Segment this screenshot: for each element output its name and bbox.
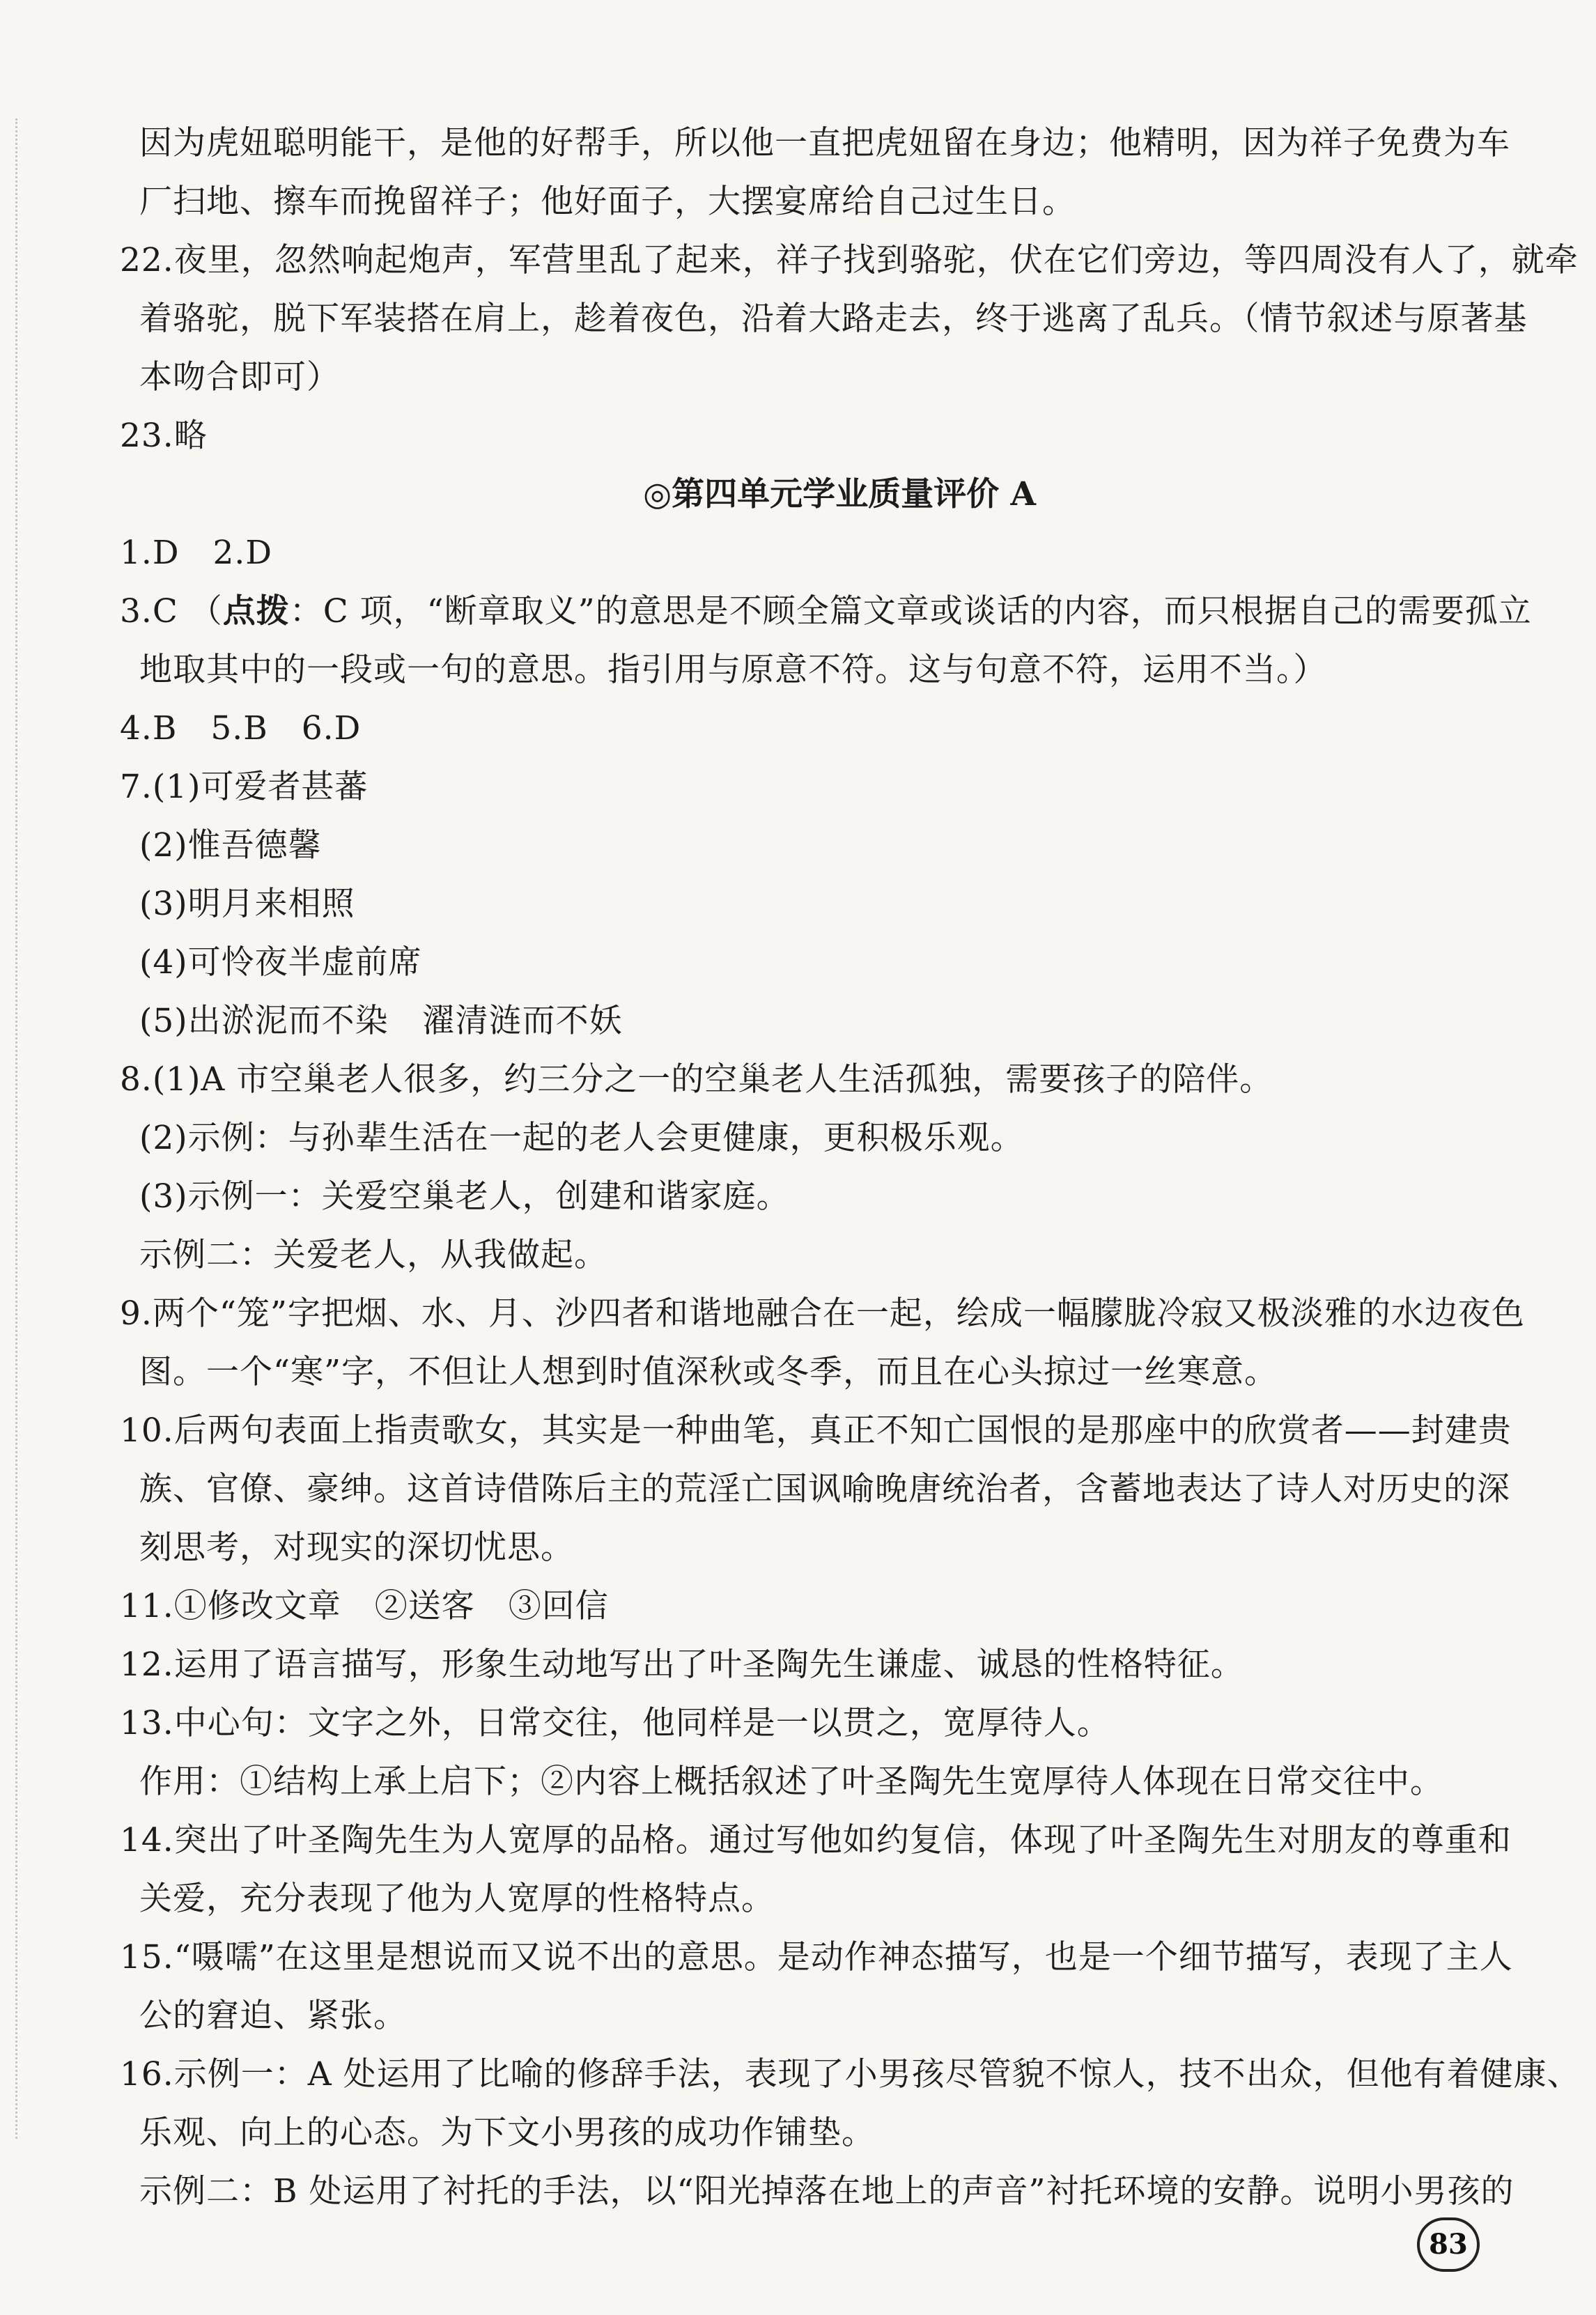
text-line: 刻思考，对现实的深切忧思。 <box>139 1528 574 1567</box>
answer-4-6: 4.B 5.B 6.D <box>120 709 362 748</box>
tip-label: 点拨 <box>222 592 290 630</box>
answer-3-text: ：C 项，“断章取义”的意思是不顾全篇文章或谈话的内容，而只根据自己的需要孤立 <box>289 592 1532 630</box>
answer-14: 14.突出了叶圣陶先生为人宽厚的品格。通过写他如约复信，体现了叶圣陶先生对朋友的尊重和 <box>120 1821 1512 1859</box>
answer-7-2: (2)惟吾德馨 <box>139 826 322 865</box>
answer-22: 22.夜里，忽然响起炮声，军营里乱了起来，祥子找到骆驼，伏在它们旁边，等四周没有人了，就牵 <box>120 241 1579 279</box>
answer-10: 10.后两句表面上指责歌女，其实是一种曲笔，真正不知亡国恨的是那座中的欣赏者——封建贵 <box>120 1411 1512 1450</box>
text-line: 着骆驼，脱下军装搭在肩上，趁着夜色，沿着大路走去，终于逃离了乱兵。（情节叙述与原著基 <box>139 300 1528 338</box>
answer-23: 23.略 <box>120 417 208 455</box>
answer-3-prefix: 3.C （ <box>120 592 223 630</box>
text-line: 厂扫地、擦车而挽留祥子；他好面子，大摆宴席给自己过生日。 <box>139 183 1076 221</box>
text-line: 关爱，充分表现了他为人宽厚的性格特点。 <box>139 1880 775 1918</box>
answer-16-example-2: 示例二：B 处运用了衬托的手法，以“阳光掉落在地上的声音”衬托环境的安静。说明小男孩的 <box>139 2172 1514 2211</box>
binding-margin-rule <box>15 118 17 2139</box>
text-line: 因为虎妞聪明能干，是他的好帮手，所以他一直把虎妞留在身边；他精明，因为祥子免费为车 <box>139 124 1510 162</box>
answer-text-block <box>120 114 1581 2221</box>
text-line: 本吻合即可） <box>139 358 340 396</box>
text-line: 图。一个“寒”字，不但让人想到时值深秋或冬季，而且在心头掠过一丝寒意。 <box>139 1353 1278 1391</box>
answer-1-2: 1.D 2.D <box>120 534 273 572</box>
text-line: 公的窘迫、紧张。 <box>139 1997 407 2035</box>
answer-13-effect: 作用：①结构上承上启下；②内容上概括叙述了叶圣陶先生宽厚待人体现在日常交往中。 <box>139 1763 1443 1801</box>
answer-8-3: (3)示例一：关爱空巢老人，创建和谐家庭。 <box>139 1177 790 1216</box>
text-line: 地取其中的一段或一句的意思。指引用与原意不符。这与句意不符，运用不当。） <box>139 651 1327 689</box>
answer-3 <box>120 582 1532 641</box>
answer-9: 9.两个“笼”字把烟、水、月、沙四者和谐地融合在一起，绘成一幅朦胧冷寂又极淡雅的水边夜色 <box>120 1294 1525 1333</box>
answer-8: 8.(1)A 市空巢老人很多，约三分之一的空巢老人生活孤独，需要孩子的陪伴。 <box>120 1060 1273 1099</box>
answer-7-5: (5)出淤泥而不染 濯清涟而不妖 <box>139 1002 623 1040</box>
answer-12: 12.运用了语言描写，形象生动地写出了叶圣陶先生谦虚、诚恳的性格特征。 <box>120 1646 1244 1684</box>
answer-7-4: (4)可怜夜半虚前席 <box>139 943 422 982</box>
answer-15: 15.“嗫嚅”在这里是想说而又说不出的意思。是动作神态描写，也是一个细节描写，表现了主人 <box>120 1938 1513 1976</box>
text-line: 族、官僚、豪绅。这首诗借陈后主的荒淫亡国讽喻晚唐统治者，含蓄地表达了诗人对历史的深 <box>139 1470 1510 1508</box>
answer-7-3: (3)明月来相照 <box>139 885 355 923</box>
section-title: ◎第四单元学业质量评价 A <box>643 475 1036 513</box>
text-line: 乐观、向上的心态。为下文小男孩的成功作铺垫。 <box>139 2114 875 2152</box>
answer-8-3-example: 示例二：关爱老人，从我做起。 <box>139 1236 607 1274</box>
answer-16: 16.示例一：A 处运用了比喻的修辞手法，表现了小男孩尽管貌不惊人，技不出众，但他有着健康、 <box>120 2055 1581 2093</box>
page-number-badge: 83 <box>1417 2217 1480 2272</box>
answer-11: 11.①修改文章 ②送客 ③回信 <box>120 1587 609 1625</box>
answer-8-2: (2)示例：与孙辈生活在一起的老人会更健康，更积极乐观。 <box>139 1119 1024 1157</box>
answer-13: 13.中心句：文字之外，日常交往，他同样是一以贯之，宽厚待人。 <box>120 1704 1110 1742</box>
answer-7: 7.(1)可爱者甚蕃 <box>120 768 369 806</box>
